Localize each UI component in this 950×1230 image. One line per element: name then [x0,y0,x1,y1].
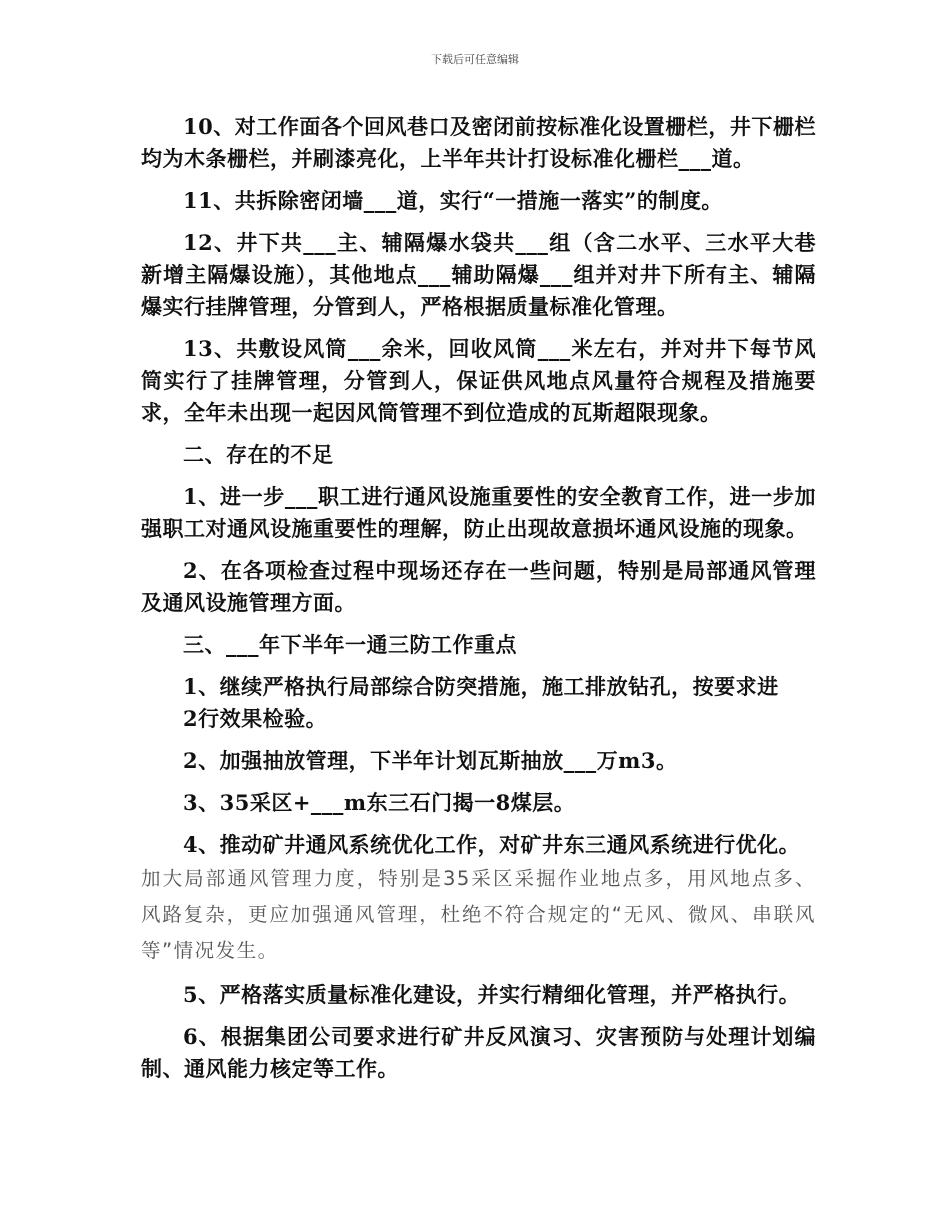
paragraph-item-12: 12、井下共___主、辅隔爆水袋共___组（含二水平、三水平大巷新增主隔爆设施），其他地点___辅助隔爆___组并对井下所有主、辅隔爆实行挂牌管理，分管到人，严格根据质量标准化管理。 [141,230,816,319]
section-heading-priorities: 三、___年下半年一通三防工作重点 [183,632,517,657]
paragraph-priority-6: 6、根据集团公司要求进行矿井反风演习、灾害预防与处理计划编制、通风能力核定等工作。 [141,1024,816,1081]
section-heading-shortcomings: 二、存在的不足 [183,442,334,467]
paragraph-priority-2: 2、加强抽放管理，下半年计划瓦斯抽放___万m3。 [183,748,678,773]
document-body [141,111,816,1095]
paragraph-priority-4-detail: 加大局部通风管理力度，特别是35采区采掘作业地点多，用风地点多、风路复杂，更应加强通风管理，杜绝不符合规定的“无风、微风、串联风等”情况发生。 [141,867,816,962]
paragraph-priority-4: 4、推动矿井通风系统优化工作，对矿井东三通风系统进行优化。 [183,832,801,857]
page-header: 下载后可任意编辑 [431,53,519,66]
paragraph-shortcoming-1: 1、进一步___职工进行通风设施重要性的安全教育工作，进一步加强职工对通风设施重要性的理解，防止出现故意损坏通风设施的现象。 [141,484,816,541]
paragraph-priority-1: 1、继续严格执行局部综合防突措施，施工排放钻孔，按要求进 [183,674,779,699]
paragraph-item-13: 13、共敷设风筒___余米，回收风筒___米左右，并对井下每节风筒实行了挂牌管理，分管到人，保证供风地点风量符合规程及措施要求，全年未出现一起因风筒管理不到位造成的瓦斯超限现象。 [141,336,816,425]
paragraph-priority-1-continued: 2行效果检验。 [183,706,328,731]
paragraph-item-10: 10、对工作面各个回风巷口及密闭前按标准化设置栅栏，井下栅栏均为木条栅栏，并刷漆亮化，上半年共计打设标准化栅栏___道。 [141,114,816,171]
paragraph-priority-3: 3、35采区+___m东三石门揭一8煤层。 [183,790,576,815]
paragraph-priority-5: 5、严格落实质量标准化建设，并实行精细化管理，并严格执行。 [183,982,801,1007]
paragraph-item-11: 11、共拆除密闭墙___道，实行“一措施一落实”的制度。 [183,188,723,213]
paragraph-shortcoming-2: 2、在各项检查过程中现场还存在一些问题，特别是局部通风管理及通风设施管理方面。 [141,558,816,615]
